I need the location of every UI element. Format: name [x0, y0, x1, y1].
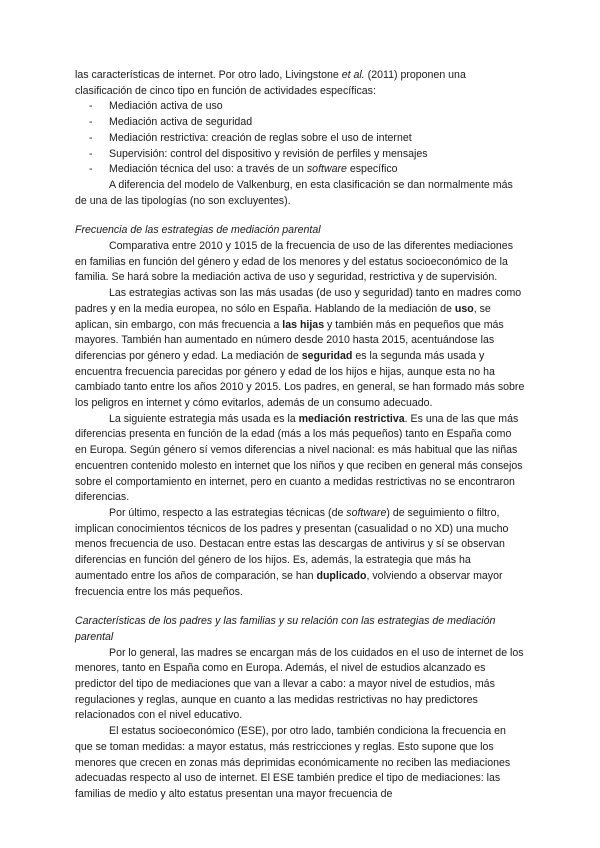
after-list-paragraph: A diferencia del modelo de Valkenburg, en esta clasificación se dan normalmente más de una de las tipologías (no son excluyentes).	[75, 178, 513, 207]
paragraph: Por lo general, las madres se encargan más de los cuidados en el uso de internet de los menores, tanto en España como en Europa. Además, el nivel de estudios alcanzado es predictor del tipo de mediaciones que van a llevar a cabo: a mayor nivel de estudios, más regulaciones y reglas, aunque en cuanto a las medidas restrictivas no hay predictores relacionados con el nivel educativo.	[75, 646, 524, 722]
list-dash: -	[89, 147, 93, 160]
paragraph: Las estrategias activas son las más usadas (de uso y seguridad) tanto en madres como padres y en la media europea, no sólo en España. Hablando de la mediación de uso, se aplican, sin embargo, con más frecuencia a las hijas y también más en pequeños que más mayores. También han aumentado en número desde 2010 hasta 2015, acentuándose las diferencias por género y edad. La mediación de seguridad es la segunda más usada y encuentra frecuencia parecidas por género y edad de los hijos e hijas, aunque esta no ha cambiado tanto entre los años 2010 y 2015. Los padres, en general, se han formado más sobre los peligros en internet y cómo evitarlos, además de un consumo adecuado.	[75, 287, 525, 410]
list-item: - Mediación restrictiva: creación de reglas sobre el uso de internet	[75, 131, 525, 147]
paragraph: Por último, respecto a las estrategias técnicas (de software) de seguimiento o filtro, implican conocimientos técnicos de los padres y presentan (casualidad o no XD) una mucho menos frecuencia de uso. Destacan entre estas las descargas de antivirus y sí se observan diferencias en función del género de los hijos. Es, además, la estrategia que más ha aumentado entre los años de comparación, se han duplicado, volviendo a observar mayor frecuencia entre los más pequeños.	[75, 506, 509, 598]
list-item: - Mediación activa de uso	[75, 99, 525, 115]
document-page	[75, 68, 525, 803]
list-item: - Mediación activa de seguridad	[75, 115, 525, 131]
list-dash: -	[89, 163, 93, 176]
et-al-italic: et al.	[341, 69, 365, 81]
paragraph: Comparativa entre 2010 y 1015 de la frecuencia de uso de las diferentes mediaciones en familias en función del género y edad de los menores y del estatus socioeconómico de la familia. Se hará sobre la mediación activa de uso y seguridad, restrictiva y de supervisión.	[75, 240, 513, 284]
section-heading-caracteristicas: Características de los padres y las familias y su relación con las estrategias de mediación parental	[75, 615, 496, 643]
list-item: - Mediación técnica del uso: a través de un software específico	[75, 162, 525, 178]
list-dash: -	[89, 100, 93, 113]
paragraph: El estatus socioeconómico (ESE), por otro lado, también condiciona la frecuencia en que se toman medidas: a mayor estatus, más restricciones y reglas. Esto supone que los menores que crecen en zonas más deprimidas económicamente no reciben las mediaciones adecuadas respecto al uso de internet. El ESE también predice el tipo de mediaciones: las familias de medio y alto estatus presentan una mayor frecuencia de	[75, 725, 511, 800]
intro-paragraph: las características de internet. Por otro lado, Livingstone et al. (2011) proponen una clasificación de cinco tipo en función de actividades específicas:	[75, 69, 466, 97]
list-dash: -	[89, 116, 93, 129]
list-item: - Supervisión: control del dispositivo y revisión de perfiles y mensajes	[75, 147, 525, 163]
mediation-types-list	[75, 99, 525, 178]
paragraph: La siguiente estrategia más usada es la mediación restrictiva. Es una de las que más diferencias presenta en función de la edad (más a los más pequeños) tanto en España como en Europa. Según género sí vemos diferencias a nivel nacional: es más habitual que las niñas encuentren contenido molesto en internet que los niños y que reciben en general más consejos sobre el comportamiento en internet, pero en cuanto a medidas restrictivas no se encontraron diferencias.	[75, 412, 523, 504]
section-heading-frecuencia: Frecuencia de las estrategias de mediación parental	[75, 224, 321, 237]
list-dash: -	[89, 131, 93, 144]
